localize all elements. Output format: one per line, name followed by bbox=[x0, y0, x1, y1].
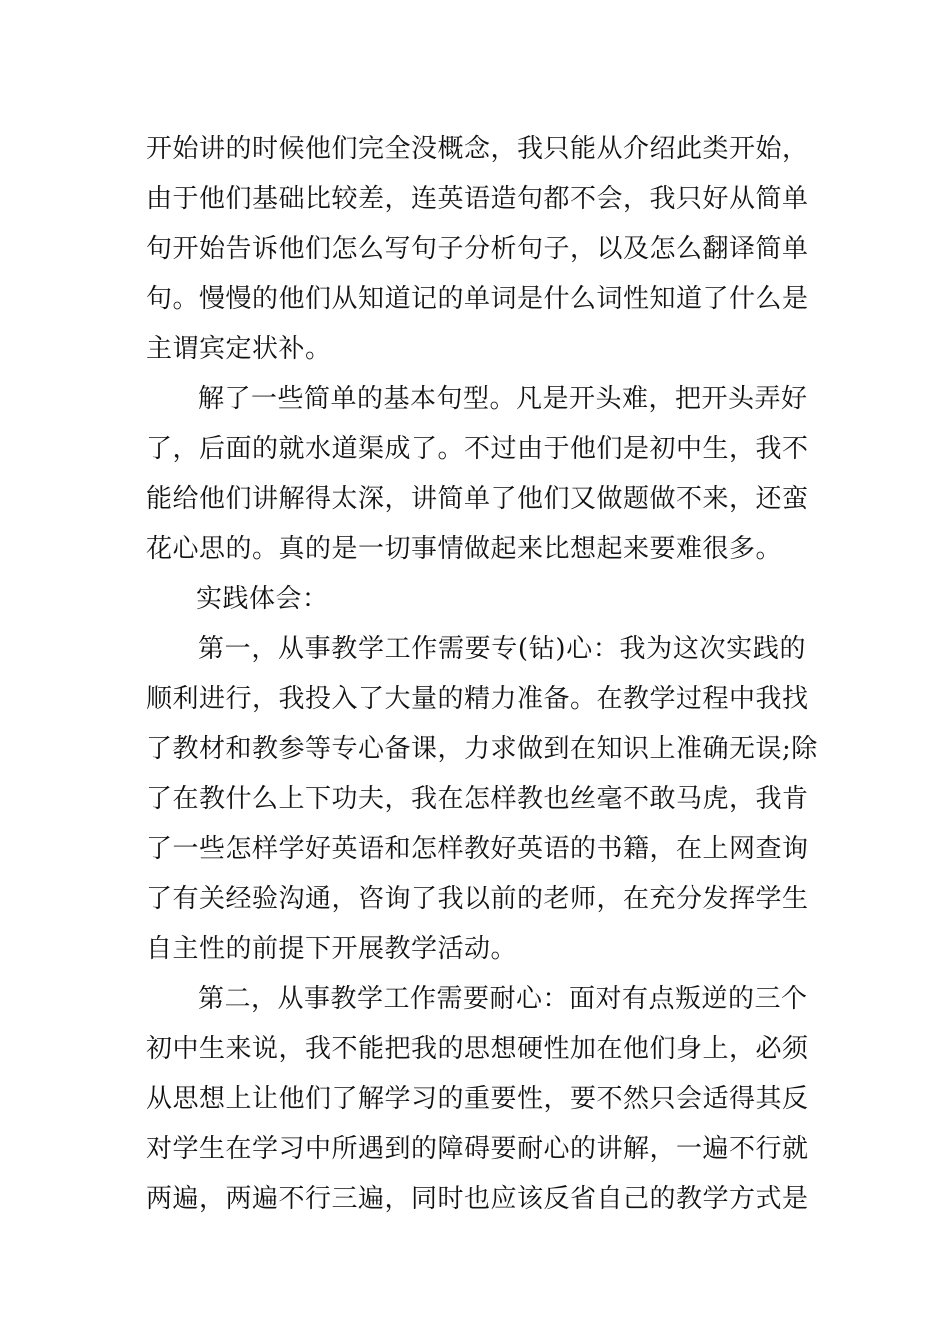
text-line: 花心思的。真的是一切事情做起来比想起来要难很多。 bbox=[146, 534, 783, 564]
text-line: 自主性的前提下开展教学活动。 bbox=[146, 934, 518, 964]
text-line: 开始讲的时候他们完全没概念，我只能从介绍此类开始， bbox=[146, 134, 809, 164]
text-line: 对学生在学习中所遇到的障碍要耐心的讲解，一遍不行就 bbox=[146, 1134, 809, 1164]
text-line: 主谓宾定状补。 bbox=[146, 334, 332, 364]
text-line: 顺利进行，我投入了大量的精力准备。在教学过程中我找 bbox=[146, 684, 809, 714]
text-line: 了教材和教参等专心备课，力求做到在知识上准确无误;除 bbox=[146, 734, 818, 764]
text-line: 句开始告诉他们怎么写句子分析句子，以及怎么翻译简单 bbox=[146, 234, 809, 264]
text-line: 了有关经验沟通，咨询了我以前的老师，在充分发挥学生 bbox=[146, 884, 809, 914]
text-line: 由于他们基础比较差，连英语造句都不会，我只好从简单 bbox=[146, 184, 809, 214]
text-line: 两遍，两遍不行三遍，同时也应该反省自己的教学方式是 bbox=[146, 1184, 809, 1214]
paragraph-start-line: 第一，从事教学工作需要专(钻)心：我为这次实践的 bbox=[198, 634, 806, 664]
text-line: 了，后面的就水道渠成了。不过由于他们是初中生，我不 bbox=[146, 434, 809, 464]
section-heading: 实践体会： bbox=[196, 584, 329, 614]
text-line: 初中生来说，我不能把我的思想硬性加在他们身上，必须 bbox=[146, 1034, 809, 1064]
text-line: 从思想上让他们了解学习的重要性，要不然只会适得其反 bbox=[146, 1084, 809, 1114]
text-line: 句。慢慢的他们从知道记的单词是什么词性知道了什么是 bbox=[146, 284, 809, 314]
text-line: 了一些怎样学好英语和怎样教好英语的书籍，在上网查询 bbox=[146, 834, 809, 864]
paragraph-start-line: 第二，从事教学工作需要耐心：面对有点叛逆的三个 bbox=[198, 984, 808, 1014]
paragraph-start-line: 解了一些简单的基本句型。凡是开头难，把开头弄好 bbox=[198, 384, 808, 414]
text-line: 能给他们讲解得太深，讲简单了他们又做题做不来，还蛮 bbox=[146, 484, 809, 514]
text-line: 了在教什么上下功夫，我在怎样教也丝毫不敢马虎，我肯 bbox=[146, 784, 809, 814]
